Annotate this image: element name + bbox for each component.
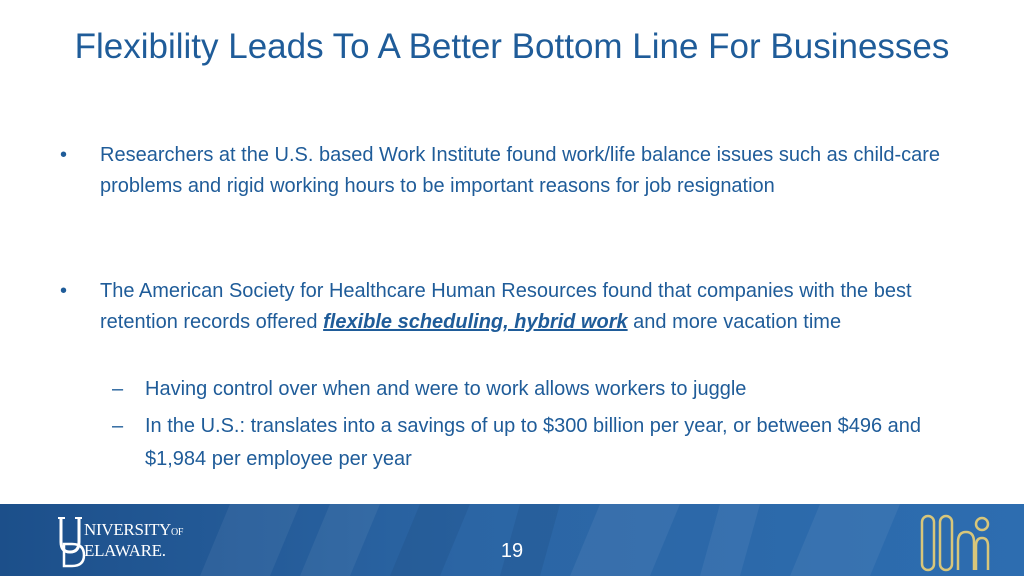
footer-ornament-icon xyxy=(918,512,994,574)
bullet-marker: • xyxy=(60,144,68,166)
university-logo xyxy=(58,514,198,568)
bullet-text: Researchers at the U.S. based Work Institute found work/life balance issues such as child-care problems and rigid working hours to be important reasons for job resignation xyxy=(100,144,941,197)
logo-university: NIVERSITY xyxy=(84,520,172,539)
footer-band xyxy=(0,504,1024,576)
bullet-text xyxy=(100,276,970,338)
sub-bullet-marker: – xyxy=(112,378,124,400)
logo-text-line2: ELAWARE. xyxy=(84,541,166,560)
slide-title: Flexibility Leads To A Better Bottom Line For Businesses xyxy=(74,27,950,66)
bullet-marker: • xyxy=(60,280,68,302)
bullet-text-start: The American Society for Healthcare Human Resources found that companies with the best retention records offered xyxy=(100,280,912,333)
emphasis-text: flexible scheduling, hybrid work xyxy=(323,311,628,333)
sub-bullet-marker: – xyxy=(112,415,124,437)
bullet-text-end: and more vacation time xyxy=(627,311,842,333)
logo-text-line1 xyxy=(84,520,183,540)
sub-bullet-text: Having control over when and were to work allows workers to juggle xyxy=(145,378,747,400)
page-number: 19 xyxy=(500,540,524,562)
university-of-delaware-logo xyxy=(58,514,86,568)
sub-bullet-text: In the U.S.: translates into a savings of up to $300 billion per year, or between $496 and $1,984 per employee per year xyxy=(145,415,922,470)
logo-of: OF xyxy=(171,527,184,538)
